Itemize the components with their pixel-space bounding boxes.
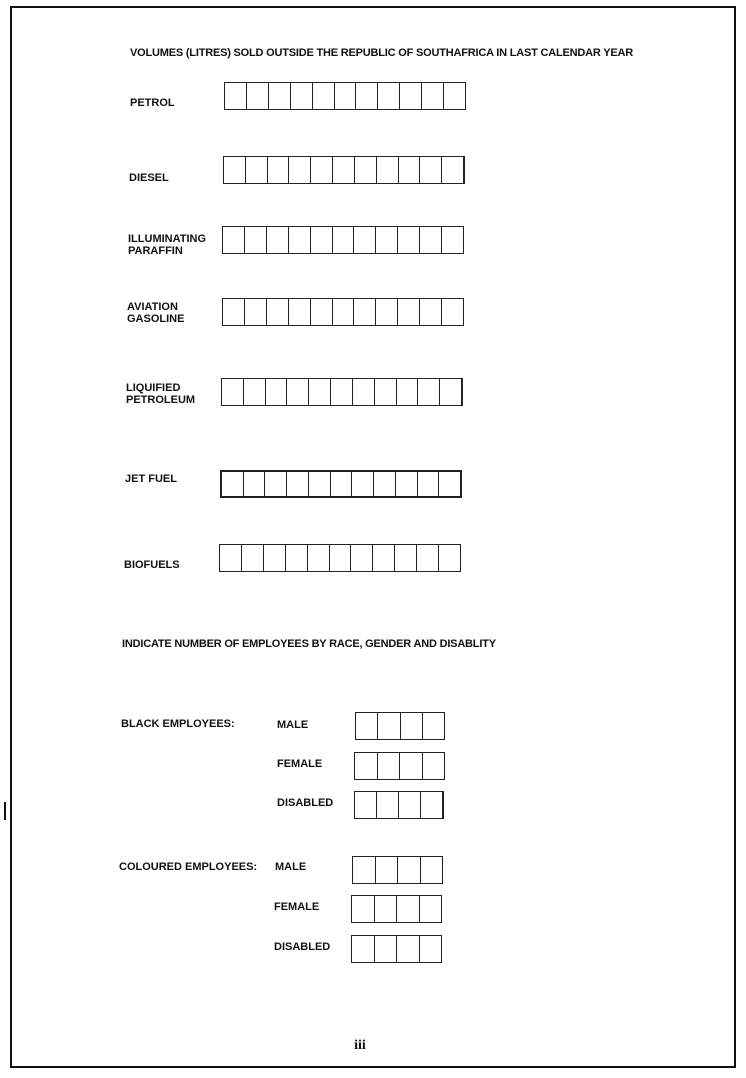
digit-cell[interactable] (267, 227, 289, 253)
biofuels-input-boxes[interactable] (219, 544, 461, 572)
digit-cell[interactable] (311, 157, 333, 183)
digit-cell[interactable] (420, 896, 442, 922)
digit-cell[interactable] (397, 896, 420, 922)
employees-heading: INDICATE NUMBER OF EMPLOYEES BY RACE, GENDER AND DISABLITY (122, 638, 496, 650)
digit-cell[interactable] (397, 936, 420, 962)
digit-cell[interactable] (442, 227, 463, 253)
digit-cell[interactable] (420, 227, 442, 253)
digit-cell[interactable] (398, 227, 420, 253)
digit-cell[interactable] (375, 896, 398, 922)
black-female-label: FEMALE (277, 758, 323, 770)
digit-cell[interactable] (374, 472, 396, 496)
digit-cell[interactable] (376, 227, 398, 253)
digit-cell[interactable] (265, 472, 287, 496)
digit-cell[interactable] (395, 545, 417, 571)
digit-cell[interactable] (440, 379, 461, 405)
digit-cell[interactable] (375, 936, 398, 962)
digit-cell[interactable] (356, 713, 378, 739)
page-number: iii (354, 1038, 366, 1053)
digit-cell[interactable] (378, 713, 400, 739)
digit-cell[interactable] (309, 472, 331, 496)
digit-cell[interactable] (444, 83, 465, 109)
digit-cell[interactable] (246, 157, 268, 183)
digit-cell[interactable] (269, 83, 291, 109)
black-male-label: MALE (277, 719, 309, 731)
coloured-disabled-input-boxes[interactable] (351, 935, 442, 963)
digit-cell[interactable] (355, 753, 378, 779)
illuminating-paraffin-label: ILLUMINATING PARAFFIN (128, 233, 207, 257)
digit-cell[interactable] (225, 83, 247, 109)
digit-cell[interactable] (439, 545, 460, 571)
jet-fuel-label: JET FUEL (125, 473, 177, 485)
petrol-label: PETROL (130, 97, 175, 109)
digit-cell[interactable] (420, 157, 442, 183)
digit-cell[interactable] (287, 472, 309, 496)
digit-cell[interactable] (352, 472, 374, 496)
digit-cell[interactable] (220, 545, 242, 571)
digit-cell[interactable] (289, 157, 311, 183)
digit-cell[interactable] (247, 83, 269, 109)
liquified-petroleum-input-boxes[interactable] (221, 378, 463, 406)
black-female-input-boxes[interactable] (354, 752, 445, 780)
digit-cell[interactable] (398, 299, 420, 325)
digit-cell[interactable] (311, 227, 333, 253)
digit-cell[interactable] (417, 545, 439, 571)
digit-cell[interactable] (418, 472, 440, 496)
digit-cell[interactable] (287, 379, 309, 405)
digit-cell[interactable] (309, 379, 331, 405)
digit-cell[interactable] (244, 472, 266, 496)
digit-cell[interactable] (400, 753, 423, 779)
digit-cell[interactable] (376, 299, 398, 325)
digit-cell[interactable] (224, 157, 246, 183)
digit-cell[interactable] (356, 83, 378, 109)
digit-cell[interactable] (423, 753, 445, 779)
digit-cell[interactable] (331, 472, 353, 496)
digit-cell[interactable] (423, 713, 444, 739)
digit-cell[interactable] (291, 83, 313, 109)
biofuels-label: BIOFUELS (124, 559, 180, 571)
jet-fuel-input-boxes[interactable] (220, 470, 462, 498)
digit-cell[interactable] (354, 299, 376, 325)
digit-cell[interactable] (398, 857, 421, 883)
digit-cell[interactable] (420, 936, 442, 962)
digit-cell[interactable] (223, 299, 245, 325)
digit-cell[interactable] (377, 792, 399, 818)
digit-cell[interactable] (442, 299, 463, 325)
digit-cell[interactable] (352, 896, 375, 922)
digit-cell[interactable] (377, 157, 399, 183)
black-employees-label: BLACK EMPLOYEES: (121, 718, 235, 730)
diesel-label: DIESEL (129, 172, 169, 184)
coloured-male-label: MALE (275, 861, 307, 873)
illuminating-paraffin-input-boxes[interactable] (222, 226, 464, 254)
petrol-input-boxes[interactable] (224, 82, 466, 110)
digit-cell[interactable] (375, 379, 397, 405)
digit-cell[interactable] (222, 472, 244, 496)
digit-cell[interactable] (421, 857, 443, 883)
digit-cell[interactable] (286, 545, 308, 571)
digit-cell[interactable] (421, 792, 442, 818)
black-disabled-label: DISABLED (277, 797, 334, 809)
digit-cell[interactable] (245, 227, 267, 253)
digit-cell[interactable] (266, 379, 288, 405)
digit-cell[interactable] (311, 299, 333, 325)
digit-cell[interactable] (378, 753, 401, 779)
digit-cell[interactable] (399, 792, 421, 818)
digit-cell[interactable] (333, 299, 355, 325)
digit-cell[interactable] (354, 227, 376, 253)
digit-cell[interactable] (264, 545, 286, 571)
page-border-notch (4, 802, 10, 820)
digit-cell[interactable] (353, 857, 376, 883)
digit-cell[interactable] (333, 227, 355, 253)
coloured-female-label: FEMALE (274, 901, 320, 913)
digit-cell[interactable] (242, 545, 264, 571)
digit-cell[interactable] (355, 792, 377, 818)
digit-cell[interactable] (401, 713, 423, 739)
digit-cell[interactable] (313, 83, 335, 109)
digit-cell[interactable] (397, 379, 419, 405)
digit-cell[interactable] (418, 379, 440, 405)
digit-cell[interactable] (376, 857, 399, 883)
black-male-input-boxes[interactable] (355, 712, 445, 740)
digit-cell[interactable] (399, 157, 421, 183)
black-disabled-input-boxes[interactable] (354, 791, 444, 819)
aviation-gasoline-label: AVIATION GASOLINE (127, 301, 185, 325)
digit-cell[interactable] (442, 157, 463, 183)
digit-cell[interactable] (330, 545, 352, 571)
coloured-male-input-boxes[interactable] (352, 856, 443, 884)
coloured-female-input-boxes[interactable] (351, 895, 442, 923)
digit-cell[interactable] (245, 299, 267, 325)
coloured-employees-label: COLOURED EMPLOYEES: (119, 861, 258, 873)
digit-cell[interactable] (355, 157, 377, 183)
digit-cell[interactable] (333, 157, 355, 183)
aviation-gasoline-input-boxes[interactable] (222, 298, 464, 326)
digit-cell[interactable] (267, 299, 289, 325)
digit-cell[interactable] (373, 545, 395, 571)
digit-cell[interactable] (244, 379, 266, 405)
digit-cell[interactable] (268, 157, 290, 183)
digit-cell[interactable] (420, 299, 442, 325)
digit-cell[interactable] (351, 545, 373, 571)
digit-cell[interactable] (400, 83, 422, 109)
digit-cell[interactable] (396, 472, 418, 496)
digit-cell[interactable] (422, 83, 444, 109)
diesel-input-boxes[interactable] (223, 156, 465, 184)
digit-cell[interactable] (223, 227, 245, 253)
digit-cell[interactable] (335, 83, 357, 109)
digit-cell[interactable] (353, 379, 375, 405)
digit-cell[interactable] (308, 545, 330, 571)
digit-cell[interactable] (352, 936, 375, 962)
digit-cell[interactable] (378, 83, 400, 109)
coloured-disabled-label: DISABLED (274, 941, 331, 953)
digit-cell[interactable] (439, 472, 460, 496)
digit-cell[interactable] (289, 299, 311, 325)
liquified-petroleum-label: LIQUIFIED PETROLEUM (126, 382, 196, 406)
digit-cell[interactable] (289, 227, 311, 253)
digit-cell[interactable] (222, 379, 244, 405)
volumes-heading: VOLUMES (LITRES) SOLD OUTSIDE THE REPUBLIC OF SOUTHAFRICA IN LAST CALENDAR YEAR (130, 47, 634, 59)
digit-cell[interactable] (331, 379, 353, 405)
